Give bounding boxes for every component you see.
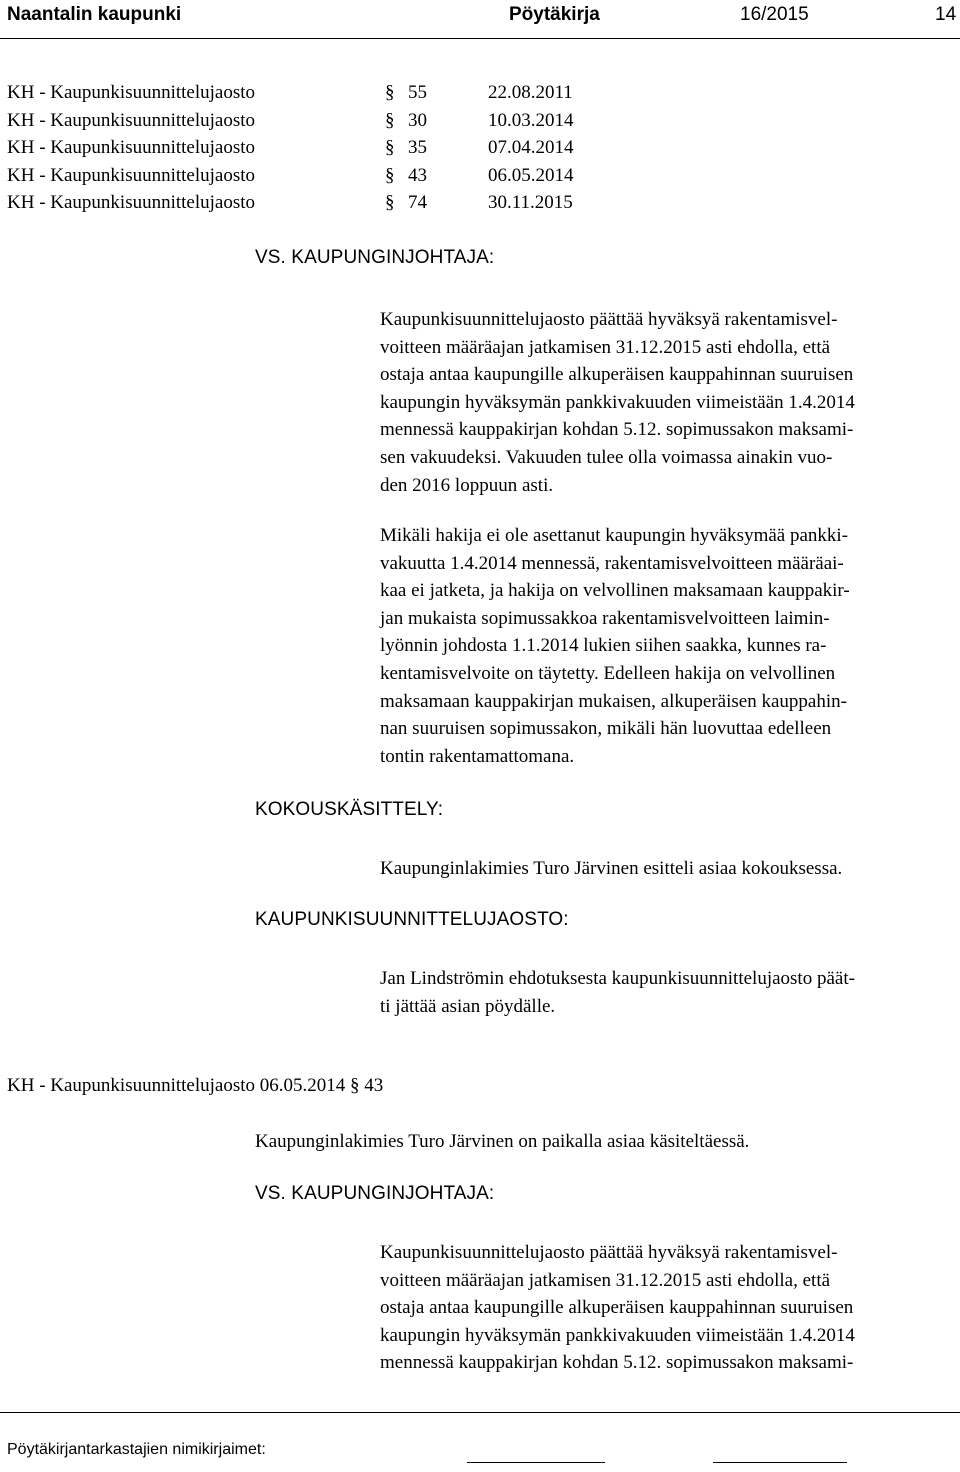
signature-line: [713, 1462, 847, 1463]
meeting-paragraph: Kaupunginlakimies Turo Järvinen esitteli asiaa kokouksessa.: [380, 858, 843, 879]
proposal-paragraph: Mikäli hakija ei ole asettanut kaupungin hyväksymää pankki- vakuutta 1.4.2014 mennessä, rakentamisvelvoitteen määräai- kaa ei jatketa, ja hakija on velvollinen maksamaan kauppakir- jan mukaista sopimussakkoa rakentamisvelvoitteen laimin- lyönnin johdosta 1.1.2014 lukien siihen saakka, kunnes ra- kentamisvelvoite on täytetty. Edelleen hakija on velvollinen maksamaan kauppakirjan mukaisen, alkuperäisen kauppahin- nan suuruisen sopimussakon, mikäli hän luovuttaa edelleen tontin rakentamattomana.: [380, 525, 850, 767]
page-number: 14: [935, 4, 957, 25]
section-intro: Kaupunginlakimies Turo Järvinen on paikalla asiaa käsiteltäessä.: [255, 1131, 750, 1152]
committee-decision: Jan Lindströmin ehdotuksesta kaupunkisuunnittelujaosto päät- ti jättää asian pöydälle.: [380, 968, 855, 1017]
page-header: [0, 0, 960, 30]
proposal-heading: VS. KAUPUNGINJOHTAJA:: [255, 247, 495, 268]
footer-divider: [0, 1412, 960, 1413]
organization-name: Naantalin kaupunki: [7, 4, 182, 25]
header-divider: [0, 38, 960, 39]
committee-heading: KAUPUNKISUUNNITTELUJAOSTO:: [255, 909, 569, 930]
section-sign: §: [385, 192, 395, 214]
meeting-heading: KOKOUSKÄSITTELY:: [255, 799, 444, 820]
section-proposal-paragraph: Kaupunkisuunnittelujaosto päättää hyväksyä rakentamisvel- voitteen määräajan jatkamisen 31.12.2015 asti ehdolla, että ostaja antaa kaupungille alkuperäisen kauppahinnan suuruisen kaupungin hyväksymän pankkivakuuden viimeistään 1.4.2014 mennessä kauppakirjan kohdan 5.12. sopimussakon maksami-: [380, 1242, 855, 1374]
section-sign: §: [385, 82, 395, 103]
signature-line: [467, 1462, 605, 1463]
document-type: Pöytäkirja: [509, 4, 600, 25]
document-number: 16/2015: [740, 4, 809, 25]
proposal-paragraph: Kaupunkisuunnittelujaosto päättää hyväksyä rakentamisvel- voitteen määräajan jatkamisen 31.12.2015 asti ehdolla, että ostaja antaa kaupungille alkuperäisen kauppahinnan suuruisen kaupungin hyväksymän pankkivakuuden viimeistään 1.4.2014 mennessä kauppakirjan kohdan 5.12. sopimussakon maksami- sen vakuudeksi. Vakuuden tulee olla voimassa ainakin vuo- den 2016 loppuun asti.: [380, 309, 855, 496]
signatures-label: Pöytäkirjantarkastajien nimikirjaimet:: [7, 1441, 266, 1458]
section-sign: §: [385, 109, 395, 131]
section-heading: KH - Kaupunkisuunnittelujaosto 06.05.2014 § 43: [7, 1075, 384, 1096]
section-sign: §: [385, 164, 395, 186]
section-proposal-heading: VS. KAUPUNGINJOHTAJA:: [255, 1183, 495, 1204]
section-sign: §: [385, 137, 395, 159]
